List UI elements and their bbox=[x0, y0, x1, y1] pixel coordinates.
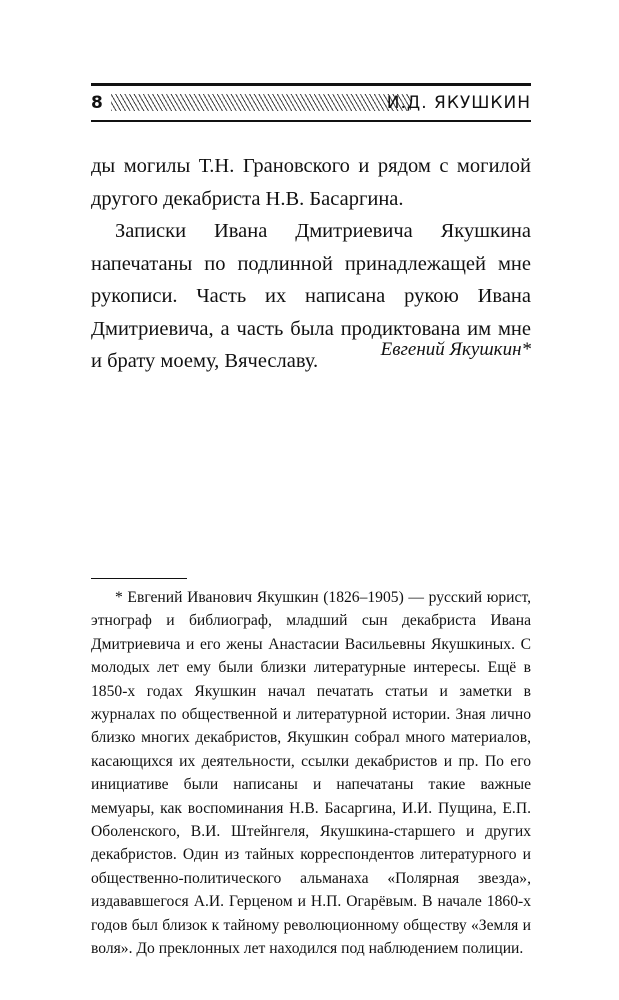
author-signature: Евгений Якушкин* bbox=[380, 339, 531, 360]
paragraph-continuation: ды могилы Т.Н. Грановского и рядом с могилой другого декабриста Н.В. Басаргина. bbox=[91, 155, 531, 210]
paragraph: Записки Ивана Дмитриевича Якушкина напечатаны по подлинной принадлежащей мне рукописи. Часть их написана рукою Ивана Дмитриевича, а часть была продиктована им мне и брату моему, Вячеславу. bbox=[91, 220, 531, 372]
page-number: 8 bbox=[91, 93, 103, 113]
header-bottom-rule bbox=[91, 120, 531, 122]
header-top-rule bbox=[91, 83, 531, 86]
running-header bbox=[91, 83, 531, 123]
footnote-separator bbox=[91, 578, 187, 579]
footnote: * Евгений Иванович Якушкин (1826–1905) — русский юрист, этнограф и библиограф, младший сын декабриста Ивана Дмитриевича и его жены Анастасии Васильевны Якушкиных. С молодых лет ему были близки литературные интересы. Ещё в 1850-х годах Якушкин начал печатать статьи и заметки в журналах по общественной и литературной истории. Зная лично близко многих декабристов, Якушкин собрал много материалов, касающихся их деятельности, ссылки декабристов и пр. По его инициативе были написаны и напечатаны такие важные мемуары, как воспоминания Н.В. Басаргина, И.И. Пущина, Е.П. Оболенского, В.И. Штейнгеля, Якушкина-старшего и других декабристов. Один из тайных корреспондентов литературного и общественно-политического альманаха «Полярная звезда», издававшегося А.И. Герценом и Н.П. Огарёвым. В начале 1860-х годов был близок к тайному революционному обществу «Земля и воля». До преклонных лет находился под наблюдением полиции. bbox=[91, 589, 531, 958]
running-head-title: И.Д. ЯКУШКИН bbox=[386, 93, 531, 113]
header-hatch-ornament bbox=[111, 94, 411, 111]
